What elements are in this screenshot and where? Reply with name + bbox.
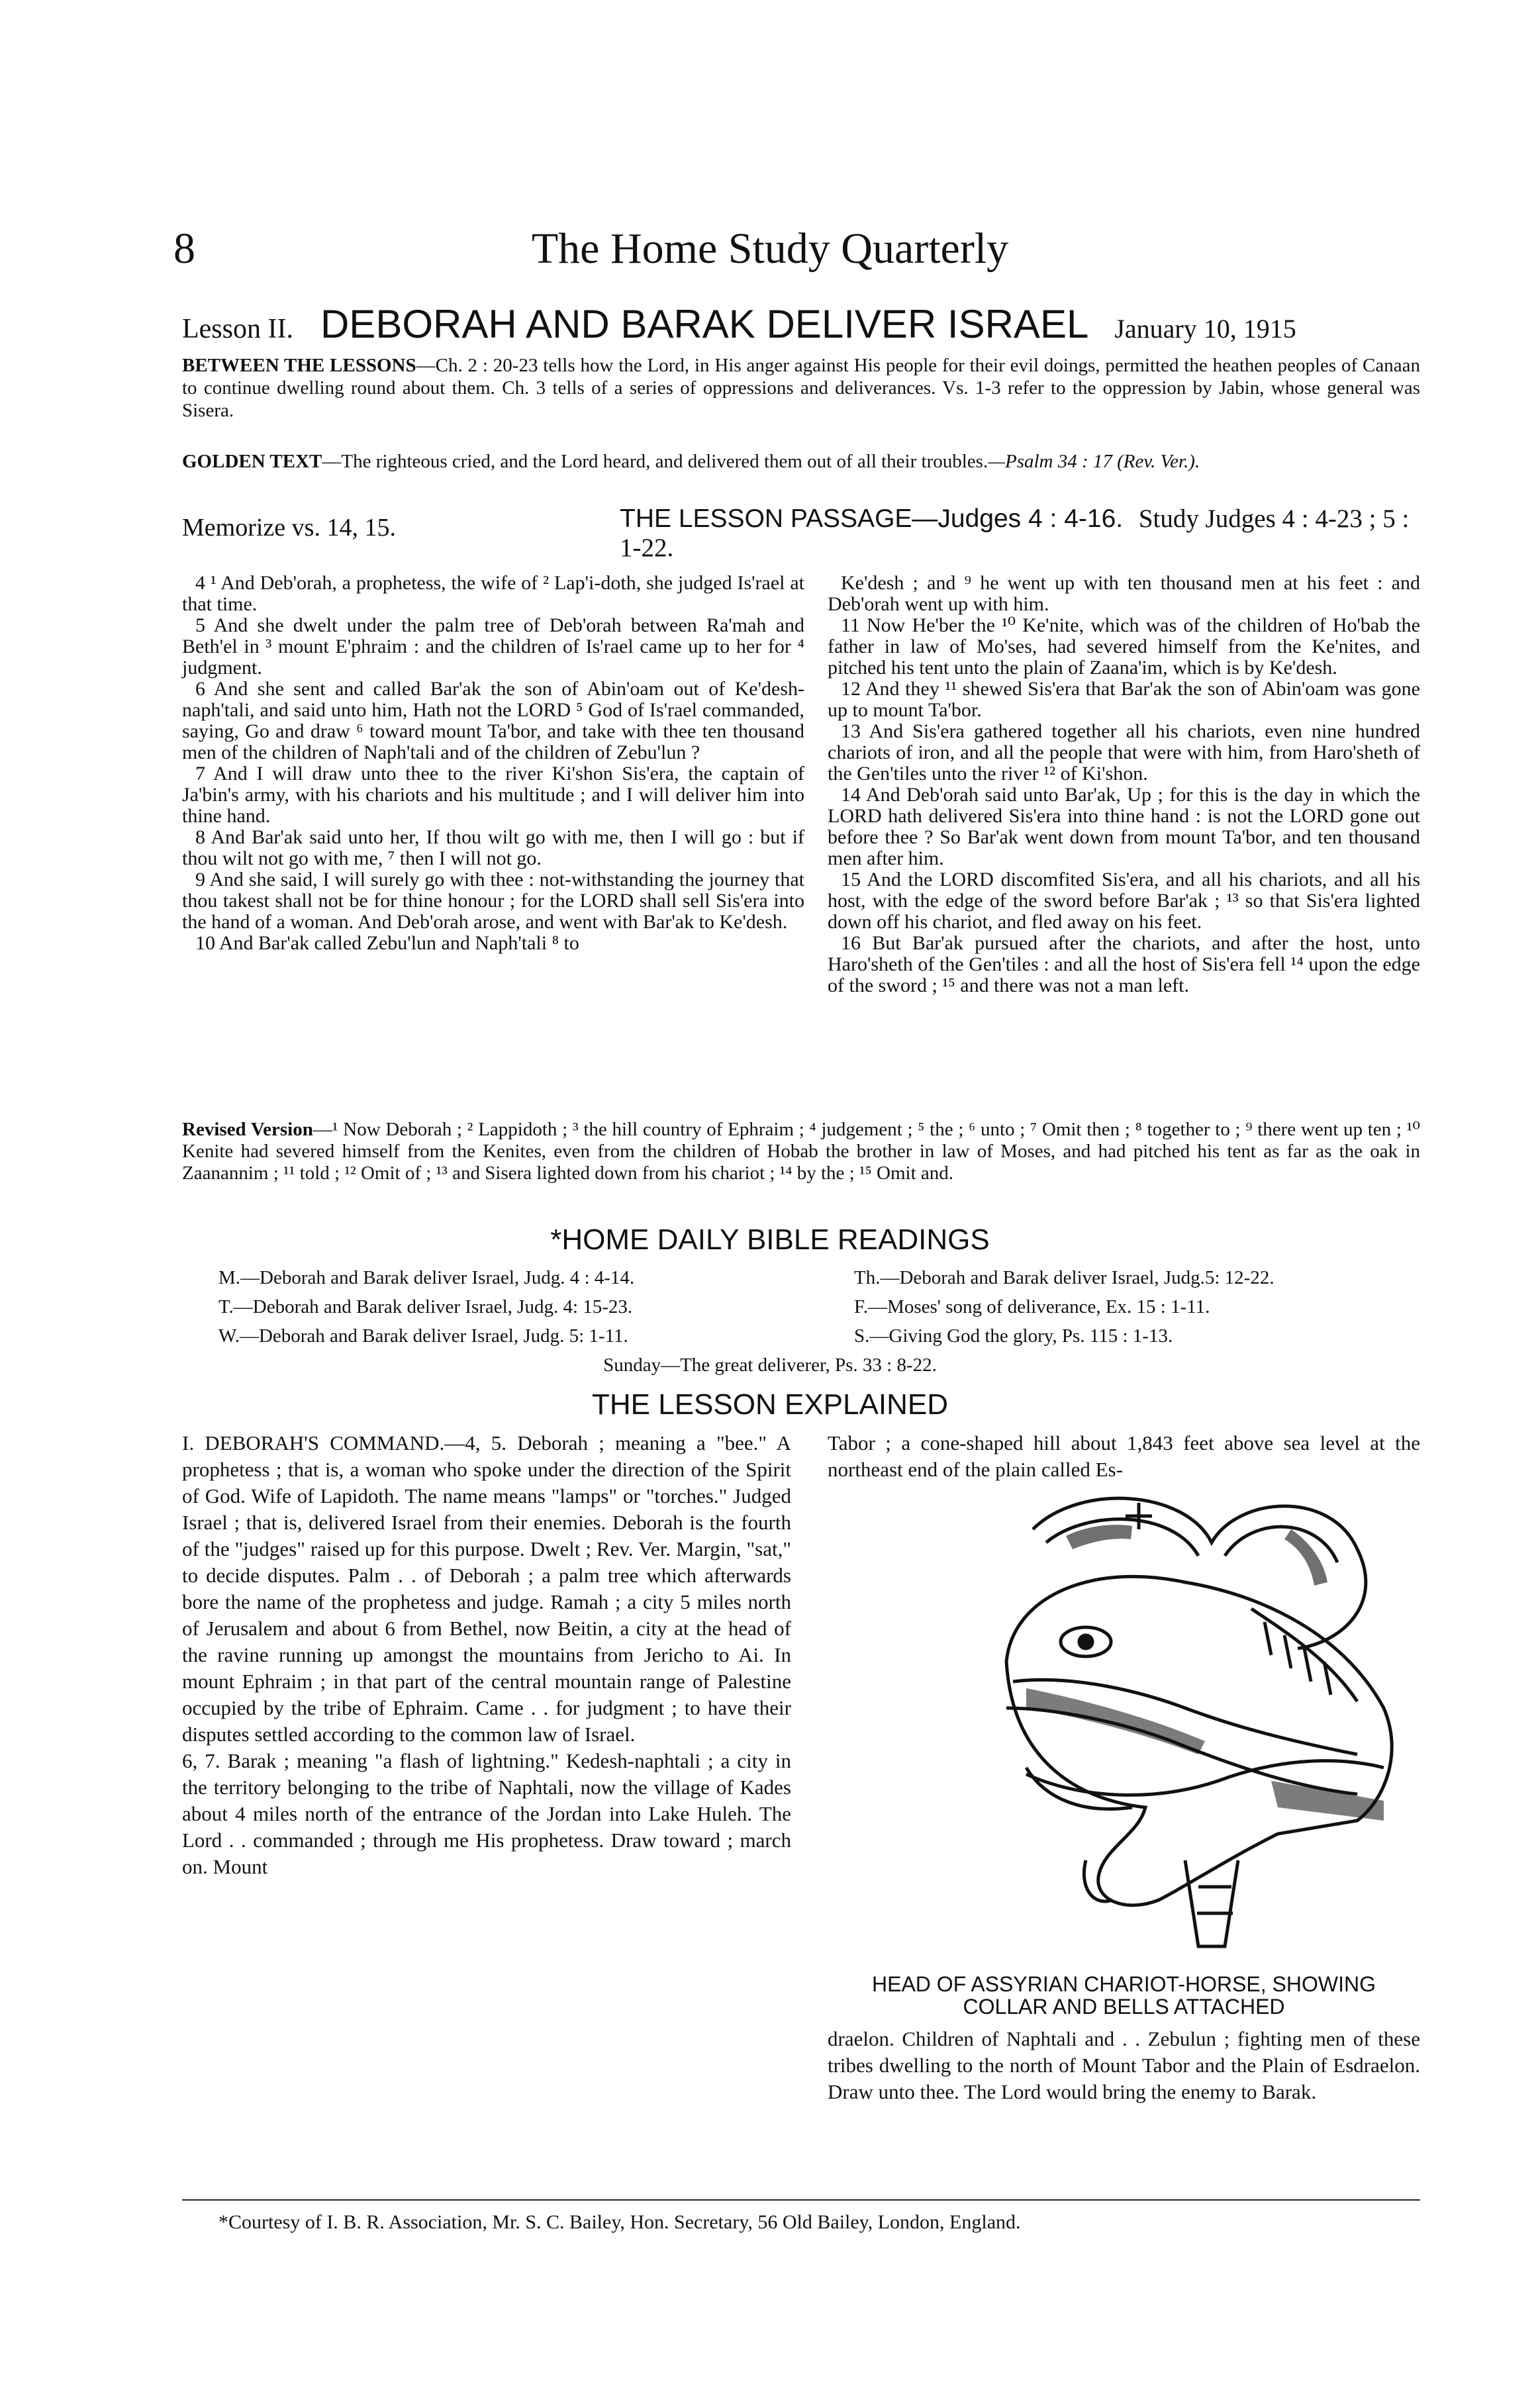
between-the-lessons [182,354,1420,422]
verse: 15 And the LORD discomfited Sis'era, and all his chariots, and all his host, with the edge of the sword before Bar'ak ; ¹³ so that Sis'era lighted down off his chariot, and fled away on his feet. [828,869,1420,933]
lesson-explained-title: THE LESSON EXPLAINED [592,1388,948,1421]
footnote: *Courtesy of I. B. R. Association, Mr. S. C. Bailey, Hon. Secretary, 56 Old Bailey, London, England. [218,2211,1021,2233]
explanation-right-bottom: draelon. Children of Naphtali and . . Zebulun ; fighting men of these tribes dwelling to the north of Mount Tabor and the Plain of Esdraelon. Draw unto thee. The Lord would bring the enemy to Barak. [828,2027,1420,2103]
verse: 11 Now He'ber the ¹⁰ Ke'nite, which was of the children of Ho'bab the father in law of Mo'ses, had severed himself from the Ke'nites, and pitched his tent unto the plain of Zaana'im, which is by Ke'desh. [828,614,1420,679]
verse: 12 And they ¹¹ shewed Sis'era that Bar'ak the son of Abin'oam was gone up to mount Ta'bor. [828,678,1420,721]
lesson-heading [182,301,1427,348]
golden-ref: —Psalm 34 : 17 (Rev. Ver.). [988,451,1200,472]
memorize-verses: Memorize vs. 14, 15. [182,514,396,542]
study-ref: Study Judges 4 : 4-23 ; 5 : 1-22. [620,504,1410,562]
daily-readings-left [218,1263,801,1351]
reading-item: S.—Giving God the glory, Ps. 115 : 1-13. [854,1325,1173,1347]
explanation-right-top: Tabor ; a cone-shaped hill about 1,843 feet above sea level at the northeast end of the plain called Es- [828,1431,1420,1481]
verse: Ke'desh ; and ⁹ he went up with ten thousand men at his feet : and Deb'orah went up with him. [828,572,1420,615]
footnote-divider [182,2199,1420,2201]
passage-label: THE LESSON PASSAGE—Judges 4 : 4-16. [620,504,1124,533]
reading-sunday: Sunday—The great deliverer, Ps. 33 : 8-22. [603,1355,937,1376]
verse: 10 And Bar'ak called Zebu'lun and Naph'tali ⁸ to [195,932,579,954]
between-text: —Ch. 2 : 20-23 tells how the Lord, in His anger against His people for their evil doings, permitted the heathen peoples of Canaan to continue dwelling round about them. Ch. 3 tells of a series of oppressions and deliverances. Vs. 1-3 refer to the oppression by Jabin, whose general was Sisera. [182,355,1420,421]
verse: 16 But Bar'ak pursued after the chariots, and after the host, unto Haro'sheth of the Gen'tiles : and all the host of Sis'era fell ¹⁴ upon the edge of the sword ; ¹⁵ and there was not a man left. [828,932,1420,996]
verse: 9 And she said, I will surely go with thee : not-withstanding the journey that thou takest shall not be for thine honour ; for the LORD shall sell Sis'era into the hand of a woman. And Deb'orah arose, and went with Bar'ak to Ke'desh. [182,869,804,933]
scripture-left-column [182,573,804,954]
hanging-tassel [1185,1860,1238,1946]
revised-version-notes [182,1119,1420,1184]
explanation-paragraph: I. DEBORAH'S COMMAND.—4, 5. Deborah ; meaning a "bee." A prophetess ; that is, a woman who spoke under the direction of the Spirit of God. Wife of Lapidoth. The name means "lamps" or "torches." Judged Israel ; that is, delivered Israel from their enemies. Deborah is the fourth of the "judges" raised up for this purpose. Dwelt ; Rev. Ver. Margin, "sat," to decide disputes. Palm . . of Deborah ; a palm tree which afterwards bore the name of the prophetess and judge. Ramah ; a city 5 miles north of Jerusalem and about 6 from Bethel, now Beitin, a city at the head of the ravine running up amongst the mountains from Jericho to Ai. In mount Ephraim ; in that part of the central mountain range of Palestine occupied by the tribe of Ephraim. Came . . for judgment ; to have their disputes settled according to the common law of Israel. [182,1431,791,1746]
verse: 8 And Bar'ak said unto her, If thou wilt go with me, then I will go : but if thou wilt not go with me, ⁷ then I will not go. [182,826,804,869]
lesson-passage [620,504,1421,563]
lesson-number: Lesson II. [182,314,293,344]
golden-text-body: —The righteous cried, and the Lord heard, and delivered them out of all their troubles. [322,451,988,472]
scripture-right-column [828,573,1420,996]
journal-title: The Home Study Quarterly [531,224,1009,273]
verse: 4 ¹ And Deb'orah, a prophetess, the wife of ² Lap'i-doth, she judged Is'rael at that time. [182,572,804,615]
between-label: BETWEEN THE LESSONS [182,355,416,376]
rv-text: —¹ Now Deborah ; ² Lappidoth ; ³ the hill country of Ephraim ; ⁴ judgement ; ⁵ the ; ⁶ unto ; ⁷ Omit then ; ⁸ together to ; ⁹ there went up ten ; ¹⁰ Kenite had severed himself from the Kenites, even from the children of Hobab the brother in law of Moses, and had pitched his tent as far as the oak in Zaanannim ; ¹¹ told ; ¹² Omit of ; ¹³ and Sisera lighted down from his chariot ; ¹⁴ by the ; ¹⁵ Omit and. [182,1119,1420,1184]
verse: 14 And Deb'orah said unto Bar'ak, Up ; for this is the day in which the LORD hath delivered Sis'era into thine hand : is not the LORD gone out before thee ? So Bar'ak went down from mount Ta'bor, and ten thousand men after him. [828,784,1420,869]
explanation-paragraph: 6, 7. Barak ; meaning "a flash of lightning." Kedesh-naphtali ; a city in the territory belonging to the tribe of Naphtali, now the village of Kades about 4 miles north of the entrance of the Jordan into Lake Huleh. The Lord . . commanded ; through me His prophetess. Draw toward ; march on. Mount [182,1749,791,1878]
horse-head-drawing [987,1490,1410,1966]
explanation-left-column [182,1430,791,1880]
assyrian-chariot-horse-illustration [987,1490,1410,1966]
lesson-date: January 10, 1915 [1114,314,1296,344]
lesson-title: DEBORAH AND BARAK DELIVER ISRAEL [320,302,1089,346]
golden-label: GOLDEN TEXT [182,451,322,472]
reading-item: T.—Deborah and Barak deliver Israel, Judg. 4: 15-23. [218,1296,633,1317]
verse: 6 And she sent and called Bar'ak the son of Abin'oam out of Ke'desh-naph'tali, and said unto him, Hath not the LORD ⁵ God of Is'rael commanded, saying, Go and draw ⁶ toward mount Ta'bor, and take with thee ten thousand men of the children of Naph'tali and of the children of Zebu'lun ? [182,678,804,763]
reading-item: W.—Deborah and Barak deliver Israel, Judg. 5: 1-11. [218,1325,628,1347]
reading-item: M.—Deborah and Barak deliver Israel, Judg. 4 : 4-14. [218,1267,635,1288]
verse: 7 And I will draw unto thee to the river Ki'shon Sis'era, the captain of Ja'bin's army, with his chariots and his multitude ; and I will deliver him into thine hand. [182,763,804,827]
golden-text [182,450,1420,473]
reading-item: F.—Moses' song of deliverance, Ex. 15 : 1-11. [854,1296,1210,1317]
rv-label: Revised Version [182,1119,313,1140]
page-number: 8 [173,224,195,273]
daily-readings-title: *HOME DAILY BIBLE READINGS [550,1223,990,1256]
verse: 13 And Sis'era gathered together all his chariots, even nine hundred chariots of iron, and all the people that were with him, from Haro'sheth of the Gen'tiles unto the river ¹² of Ki'shon. [828,720,1420,785]
daily-readings-right [854,1263,1423,1351]
reading-item: Th.—Deborah and Barak deliver Israel, Judg.5: 12-22. [854,1267,1275,1288]
illustration-caption: HEAD OF ASSYRIAN CHARIOT-HORSE, SHOWING COLLAR AND BELLS ATTACHED [872,1972,1376,2019]
verse: 5 And she dwelt under the palm tree of Deb'orah between Ra'mah and Beth'el in ³ mount E'phraim : and the children of Is'rael came up to her for ⁴ judgment. [182,614,804,679]
